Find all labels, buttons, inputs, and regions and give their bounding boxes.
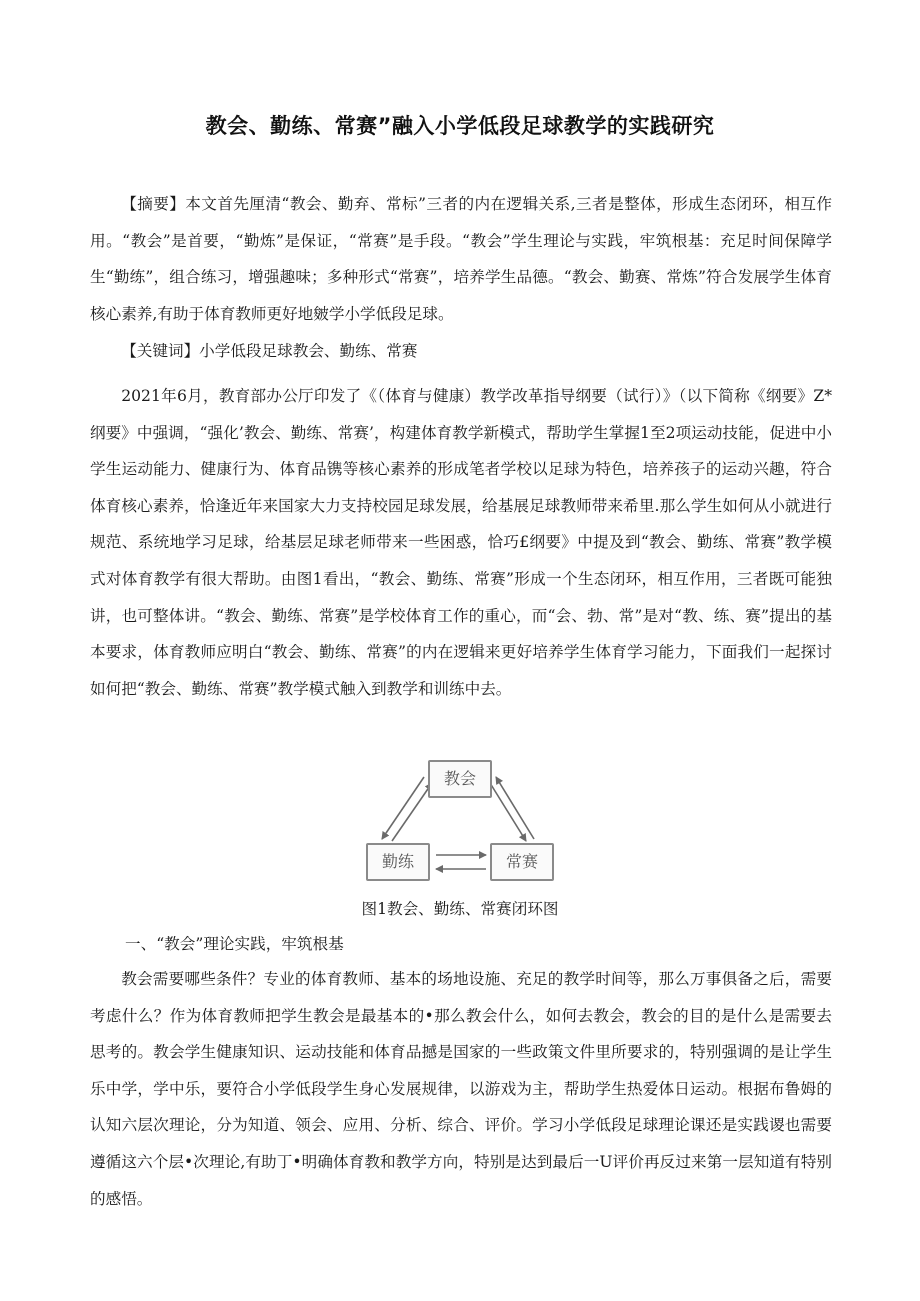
abstract-paragraph: 【摘要】本文首先厘清“教会、勤弃、常标”三者的内在逻辑关系,三者是整体，形成生态闭环，相互作用。“教会”是首要，“勤炼”是保证，“常赛”是手段。“教会”学生理论与实践，牢筑根基：充足时间保障学生“勤练”，组合练习，增强趣味；多种形式“常赛”，培养学生品德。“教会、勤赛、常炼”符合发展学生体育核心素养,有助于体育教师更好地皴学小学低段足球。 (90, 195, 832, 323)
arrow-top-to-right (490, 783, 526, 841)
closed-loop-figure (362, 755, 562, 885)
keywords-line: 【关键词】小学低段足球教会、勤练、常赛 (121, 342, 418, 360)
section-heading: 一、“教会”理论实践，牢筑根基 (125, 935, 344, 953)
intro-paragraph: 2021年6月，教育部办公厅印发了《（体育与健康）教学改革指导纲要（试行）》（以下简称《纲要》Z*纲要》中强调，“强化’教会、勤练、常赛’，构建体育教学新模式，帮助学生掌握1至2项运动技能，促进中小学生运动能力、健康行为、体育品镌等核心素养的形成笔者学校以足球为特色，培养孩子的运动兴趣，符合体育核心素养，恰逢近年来国家大力支持校园足球发展，给基展足球教师带来希里.那么学生如何从小就进行规范、系统地学习足球，给基层足球老师带来一些困惑，恰巧£纲要》中提及到“教会、勤练、常赛”教学模式对体育教学有很大帮助。由图1看出，“教会、勤练、常赛”形成一个生态闭环，相互作用，三者既可能独讲，也可整体讲。“教会、勤练、常赛”是学校体育工作的重心，而“会、勃、常”是对“教、练、赛”提出的基本要求，体育教师应明白“教会、勤练、常赛”的内在逻辑来更好培养学生体育学习能力，下面我们一起探讨如何把“教会、勤练、常赛”教学模式触入到教学和训练中去。 (90, 387, 832, 698)
section-paragraph: 教会需要哪些条件？专业的体育教师、基本的场地设施、充足的教学时间等，那么万事俱备之后，需要考虑什么？作为体育教师把学生教会是最基本的•那么教会什么，如何去教会，教会的目的是什么是需要去思考的。教会学生健康知识、运动技能和体育品撼是国家的一些政策文件里所要求的，特别强调的是让学生乐中学，学中乐，要符合小学低段学生身心发展规律，以游戏为主，帮助学生热爱体日运动。根据布鲁姆的认知六层次理论，分为知道、领会、应用、分析、综合、评价。学习小学低段足球理论课还是实践谡也需要遵循这六个层•次理论,有助丁•明确体育教和教学方向，特别是达到最后一U评价再反过来第一层知道有特别的感悟。 (90, 970, 832, 1208)
arrow-top-to-left (382, 777, 424, 839)
figure-caption: 图1教会、勤练、常赛闭环图 (361, 900, 559, 918)
node-qinlian: 勤练 (366, 843, 430, 881)
arrow-right-to-top (496, 777, 534, 839)
node-changsai: 常赛 (490, 843, 554, 881)
arrow-left-to-top (392, 783, 432, 841)
node-jiaohui: 教会 (428, 760, 492, 798)
document-title: 教会、勤练、常赛”融入小学低段足球教学的实践研究 (205, 114, 715, 138)
